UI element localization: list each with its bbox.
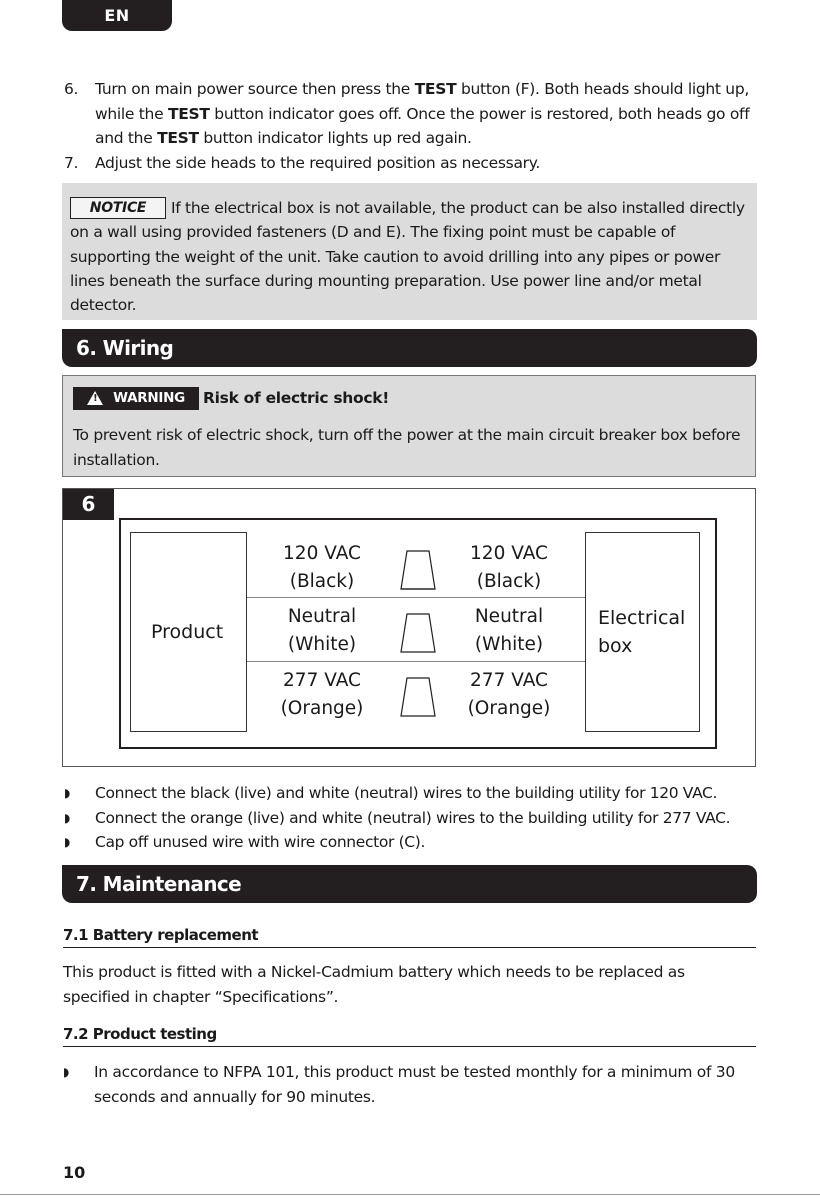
wire-connector-icon (398, 549, 438, 593)
wiring-figure (62, 488, 756, 767)
wiring-diagram (119, 518, 717, 749)
notice-box (62, 183, 757, 320)
wire-connector-icon (398, 612, 438, 656)
list-item: ◗ Connect the black (live) and white (neutral) wires to the building utility for 120 VAC. (64, 781, 764, 806)
section-header-wiring: 6. Wiring (62, 329, 757, 367)
wire-connector-icon (398, 676, 438, 720)
step-number: 7. (64, 153, 79, 172)
wire-label-right-277vac: 277 VAC (Orange) (467, 670, 551, 719)
list-item: ◗ In accordance to NFPA 101, this product must be tested monthly for a minimum of 30 seconds and annually for 90 minutes. (63, 1060, 756, 1109)
notice-tag: NOTICE (70, 197, 166, 219)
subheading-testing: 7.2 Product testing (63, 1025, 756, 1047)
section-header-maintenance: 7. Maintenance (62, 865, 757, 903)
electrical-box: Electrical box (585, 532, 700, 732)
step-text: Adjust the side heads to the required position as necessary. (95, 153, 541, 172)
page-number: 10 (63, 1163, 86, 1182)
figure-number: 6 (63, 489, 114, 520)
wire-label-right-120vac: 120 VAC (Black) (470, 543, 548, 592)
warning-tag: ! WARNING (73, 387, 199, 410)
battery-paragraph: This product is fitted with a Nickel-Cadmium battery which needs to be replaced as specified in chapter “Specifications”. (63, 963, 685, 1006)
wire-label-right-neutral: Neutral (White) (474, 606, 544, 655)
step-number: 6. (64, 80, 79, 98)
step-text: Turn on main power source then press the TEST button (F). Both heads should light up, while the TEST button indicator goes off. Once the power is restored, both heads go off and the TEST button indicator lights up red again. (95, 80, 750, 147)
step-7 (64, 151, 764, 176)
warning-title: Risk of electric shock! (203, 389, 390, 407)
steps-list (64, 77, 764, 175)
wiring-instructions (64, 781, 764, 855)
list-item: ◗ Cap off unused wire with wire connector (C). (64, 830, 764, 855)
warning-box (62, 375, 756, 477)
wire-line (247, 597, 585, 598)
list-item: ◗ Connect the orange (live) and white (neutral) wires to the building utility for 277 VAC. (64, 806, 764, 831)
warning-body: To prevent risk of electric shock, turn off the power at the main circuit breaker box before installation. (73, 426, 741, 469)
wire-line (247, 661, 585, 662)
bullet-icon: ◗ (64, 786, 70, 800)
wire-label-left-277vac: 277 VAC (Orange) (280, 670, 364, 719)
subheading-battery: 7.1 Battery replacement (63, 926, 756, 948)
language-tab: EN (62, 0, 172, 31)
notice-text: If the electrical box is not available, the product can be also installed directly on a wall using provided fasteners (D and E). The fixing point must be capable of supporting the weight of the unit. Take caution to avoid drilling into any pipes or power lines beneath the surface during mounting preparation. Use power line and/or metal detector. (70, 199, 745, 315)
product-box: Product (130, 532, 247, 732)
bullet-icon: ◗ (63, 1065, 70, 1079)
wire-label-left-neutral: Neutral (White) (287, 606, 357, 655)
bullet-icon: ◗ (64, 810, 70, 825)
step-6 (64, 77, 764, 151)
footer-divider (0, 1194, 820, 1195)
warning-triangle-icon (87, 391, 103, 405)
bullet-icon: ◗ (64, 835, 70, 849)
wire-label-left-120vac: 120 VAC (Black) (283, 543, 361, 592)
